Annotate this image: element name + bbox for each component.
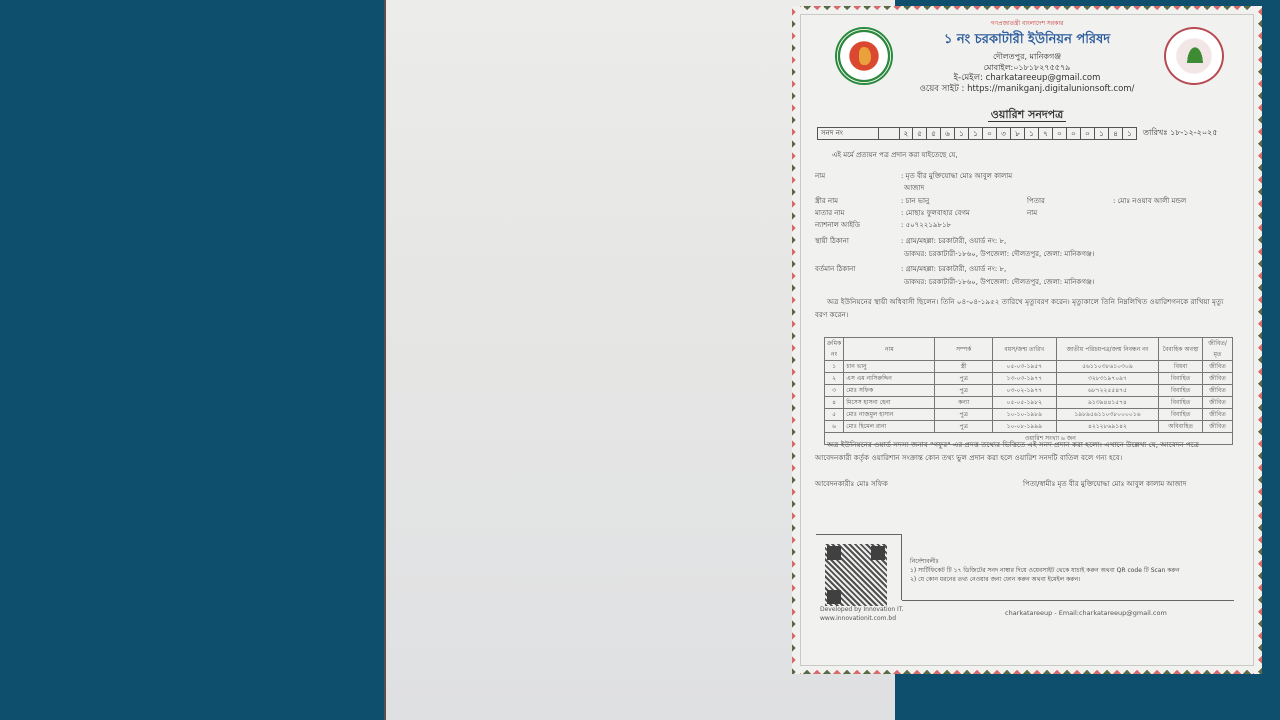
issue-date: তারিখঃ ১৮-১২-২০২৫ bbox=[1143, 128, 1218, 137]
cell-marital-status: বিবাহিত bbox=[1159, 373, 1203, 385]
cell-nid: ৫৬১১০৩৮৬১০৩০৯ bbox=[1056, 361, 1159, 373]
heirs-table-header bbox=[825, 338, 1233, 361]
cell-serial: ৩ bbox=[825, 385, 844, 397]
union-parishad-seal-icon bbox=[1164, 27, 1224, 85]
cell-nid: ১৯৮৯৫৬১১০৩৮০০০০১৬ bbox=[1056, 409, 1159, 421]
col-nid: জাতীয় পরিচয়পত্র/জন্ম নিবন্ধন নং bbox=[1056, 338, 1159, 361]
cell-relation: পুত্র bbox=[935, 409, 993, 421]
mother-label: মাতার নাম bbox=[815, 209, 845, 217]
union-name: ১ নং চরকাটারী ইউনিয়ন পরিষদ bbox=[943, 32, 1111, 47]
instruction-1: ১) সার্টিফিকেট টি ১৭ ডিজিটের সনদ নাম্বার দিয়ে ওয়েবসাইট থেকে যাচাই করুন অথবা QR code টি Scan করুন bbox=[910, 567, 1180, 574]
table-row bbox=[825, 397, 1233, 409]
footer-contact: charkatareeup - Email:charkatareeup@gmail.com bbox=[1005, 609, 1167, 617]
qr-code-icon[interactable] bbox=[825, 544, 887, 606]
cell-alive-status: জীবিত bbox=[1203, 397, 1233, 409]
footer-divider bbox=[902, 600, 1234, 601]
certificate-digit: ১ bbox=[969, 127, 983, 140]
wife-value: : চান ভানু bbox=[901, 197, 930, 205]
instructions-title: নির্দেশাবলীঃ bbox=[910, 558, 939, 565]
cell-marital-status: বিবাহিত bbox=[1159, 397, 1203, 409]
union-website: ওয়েব সাইট : https://manikganj.digitalunionsoft.com/ bbox=[919, 84, 1135, 94]
cell-serial: ৬ bbox=[825, 421, 844, 433]
col-relation: সম্পর্ক bbox=[935, 338, 993, 361]
table-row bbox=[825, 409, 1233, 421]
cell-marital-status: বিধবা bbox=[1159, 361, 1203, 373]
intro-text: এই মর্মে প্রত্যয়ন পত্র প্রদান করা যাইতেছে যে, bbox=[832, 151, 958, 159]
certificate-digit: ০ bbox=[1053, 127, 1067, 140]
certificate-number-label: সনদ নং bbox=[817, 127, 879, 140]
document-photo bbox=[384, 0, 1227, 720]
cell-alive-status: জীবিত bbox=[1203, 385, 1233, 397]
cell-birthdate: ১০-১০-১৯৮৯ bbox=[992, 409, 1056, 421]
wife-label: স্ত্রীর নাম bbox=[815, 197, 838, 205]
certificate-digit: ০ bbox=[1067, 127, 1081, 140]
verification-statement: অত্র ইউনিয়নের ওয়ার্ড সদস্য জনাব "গফুর" এর প্রদত্ত তথ্যের ভিত্তিতে এই সনদ প্রদান করা হলো। এখানে উল্লেখ্য যে, আবেদন পত্রে আবেদনকারী কর্তৃক ওয়ারিশান সংক্রান্ত কোন তথ্য ভুল প্রদান করা হলে ওয়ারিশ সনদটি বাতিল বলে গন্য হবে। bbox=[815, 440, 1199, 462]
permanent-address-line1: : গ্রাম/মহল্লা: চরকাটারী, ওয়ার্ড নং: ৮, bbox=[901, 237, 1007, 245]
cell-nid: ৪২১২৮৬৯১৪২ bbox=[1056, 421, 1159, 433]
union-location: দৌলতপুর, মানিকগঞ্জ bbox=[992, 52, 1062, 61]
certificate-digit: ৭ bbox=[1039, 127, 1053, 140]
cell-marital-status: অবিবাহিত bbox=[1159, 421, 1203, 433]
letterhead bbox=[902, 18, 1152, 95]
certificate-digit: ৮ bbox=[1011, 127, 1025, 140]
cell-birthdate: ০৫-০৫-১৯৮২ bbox=[992, 397, 1056, 409]
col-marital-status: বৈবাহিক অবস্থা bbox=[1159, 338, 1203, 361]
nid-value: : ৫০৭২২১৯৮১৮ bbox=[901, 221, 952, 229]
death-statement: অত্র ইউনিয়নের স্থায়ী অধিবাসী ছিলেন। তিনি ০৪-০৪-১৯৫২ তারিখে মৃত্যুবরণ করেন। মৃত্যুকালে তিনি নিম্নলিখিত ওয়ারিশগনকে রাখিয়া মৃত্যু বরণ করেন। bbox=[815, 297, 1224, 319]
certificate-digit: ৫ bbox=[913, 127, 927, 140]
cell-name: চান ভানু bbox=[844, 361, 935, 373]
nid-label: ন্যাশনাল আইডি bbox=[815, 221, 860, 229]
cell-name: মোঃ হিমেল রানা bbox=[844, 421, 935, 433]
col-name: নাম bbox=[844, 338, 935, 361]
cell-relation: পুত্র bbox=[935, 385, 993, 397]
certificate-digit: ১ bbox=[955, 127, 969, 140]
cell-name: এস এম নাসিরুদ্দিন bbox=[844, 373, 935, 385]
certificate-digit: ০ bbox=[983, 127, 997, 140]
certificate-digit: ২ bbox=[899, 127, 913, 140]
certificate-number-spacer bbox=[879, 127, 899, 140]
applicant-name: আবেদনকারীঃ মোঃ সফিক bbox=[815, 480, 888, 488]
cell-relation: স্ত্রী bbox=[935, 361, 993, 373]
cell-alive-status: জীবিত bbox=[1203, 409, 1233, 421]
certificate-digit: ৬ bbox=[941, 127, 955, 140]
developer-line1: Developed by Innovation IT. bbox=[820, 606, 904, 613]
certificate-digit: ০ bbox=[1081, 127, 1095, 140]
permanent-address-label: স্থায়ী ঠিকানা bbox=[815, 237, 849, 245]
certificate-content bbox=[792, 6, 1262, 674]
cell-nid: ৬৮৭২২৫৫৪৭৫ bbox=[1056, 385, 1159, 397]
name-value-continued: আজাদ bbox=[904, 184, 925, 192]
document-title-text: ওয়ারিশ সনদপত্র bbox=[988, 108, 1066, 122]
father-husband-name: পিতা/স্বামীঃ মৃত বীর মুক্তিযোদ্ধা মোঃ আবুল কালাম আজাদ bbox=[1023, 480, 1187, 488]
developer-credit bbox=[820, 605, 904, 623]
col-alive-status: জীবিত/মৃত bbox=[1203, 338, 1233, 361]
cell-nid: ৯১৩৯৪৪১৫৭৪ bbox=[1056, 397, 1159, 409]
union-email: ই-মেইল: charkatareeup@gmail.com bbox=[953, 73, 1101, 83]
government-name: গণপ্রজাতন্ত্রী বাংলাদেশ সরকার bbox=[990, 20, 1064, 27]
cell-marital-status: বিবাহিত bbox=[1159, 385, 1203, 397]
cell-birthdate: ১৩-০৩-১৯৭৭ bbox=[992, 373, 1056, 385]
cell-serial: ৫ bbox=[825, 409, 844, 421]
table-row bbox=[825, 373, 1233, 385]
cell-marital-status: বিবাহিত bbox=[1159, 409, 1203, 421]
cell-birthdate: ০৩-০২-১৯৭৭ bbox=[992, 385, 1056, 397]
cell-birthdate: ০৫-০৩-১৯৫৭ bbox=[992, 361, 1056, 373]
cell-relation: পুত্র bbox=[935, 373, 993, 385]
certificate-digit: ১ bbox=[1123, 127, 1137, 140]
father-value: : মোঃ নওয়াব আলী মন্ডল bbox=[1113, 197, 1187, 205]
certificate-number-row bbox=[817, 127, 1217, 140]
cell-relation: কন্যা bbox=[935, 397, 993, 409]
present-address-line2: ডাকঘর: চরকাটারী-১৮৬০, উপজেলা: দৌলতপুর, জেলা: মানিকগঞ্জ। bbox=[904, 278, 1095, 286]
heirs-total: ওয়ারিশ সংখ্যা ৬ জন bbox=[825, 433, 1233, 445]
certificate-frame bbox=[792, 6, 1262, 674]
father-label: পিতার নাম bbox=[1027, 197, 1045, 217]
col-birthdate: বয়স/জন্ম তারিখ bbox=[992, 338, 1056, 361]
cell-serial: ২ bbox=[825, 373, 844, 385]
bangladesh-govt-seal-icon bbox=[835, 27, 893, 85]
table-row bbox=[825, 385, 1233, 397]
union-mobile: মোবাইল:০১৮১৮২৭৫৫৭৯ bbox=[983, 63, 1071, 72]
cell-birthdate: ১০-০৮-১৯৯৯ bbox=[992, 421, 1056, 433]
cell-serial: ৪ bbox=[825, 397, 844, 409]
instruction-2: ২) যে কোন ধরনের তথ্য নেওয়ার জন্য ফোন করুন অথবা ইমেইল করুন। bbox=[910, 576, 1081, 583]
certificate-digit: ১ bbox=[1025, 127, 1039, 140]
certificate-digit: ৩ bbox=[997, 127, 1011, 140]
mother-value: : মোছাঃ ফুলবাহার বেগম bbox=[901, 209, 970, 217]
document-title bbox=[792, 106, 1262, 125]
certificate-digit: ৫ bbox=[927, 127, 941, 140]
cell-name: মিসেস হাসনা হেনা bbox=[844, 397, 935, 409]
table-row bbox=[825, 361, 1233, 373]
cell-name: মোঃ সফিক bbox=[844, 385, 935, 397]
heirs-table bbox=[824, 337, 1233, 445]
name-value: : মৃত বীর মুক্তিযোদ্ধা মোঃ আবুল কালাম bbox=[901, 172, 1013, 180]
cell-alive-status: জীবিত bbox=[1203, 421, 1233, 433]
cell-nid: ৩২৮৩১৯৭০৯৭ bbox=[1056, 373, 1159, 385]
cell-relation: পুত্র bbox=[935, 421, 993, 433]
present-address-line1: : গ্রাম/মহল্লা: চরকাটারী, ওয়ার্ড নং: ৮, bbox=[901, 265, 1007, 273]
certificate-digit: ৪ bbox=[1109, 127, 1123, 140]
cell-name: মোঃ নাজমুল হাসান bbox=[844, 409, 935, 421]
instructions bbox=[910, 557, 1180, 584]
name-label: নাম bbox=[815, 172, 826, 180]
cell-alive-status: জীবিত bbox=[1203, 373, 1233, 385]
permanent-address-line2: ডাকঘর: চরকাটারী-১৮৬০, উপজেলা: দৌলতপুর, জেলা: মানিকগঞ্জ। bbox=[904, 250, 1095, 258]
certificate-digit: ১ bbox=[1095, 127, 1109, 140]
present-address-label: বর্তমান ঠিকানা bbox=[815, 265, 856, 273]
table-row bbox=[825, 421, 1233, 433]
cell-serial: ১ bbox=[825, 361, 844, 373]
col-serial: ক্রমিক নং bbox=[825, 338, 844, 361]
developer-website: www.innovationit.com.bd bbox=[820, 615, 897, 622]
cell-alive-status: জীবিত bbox=[1203, 361, 1233, 373]
